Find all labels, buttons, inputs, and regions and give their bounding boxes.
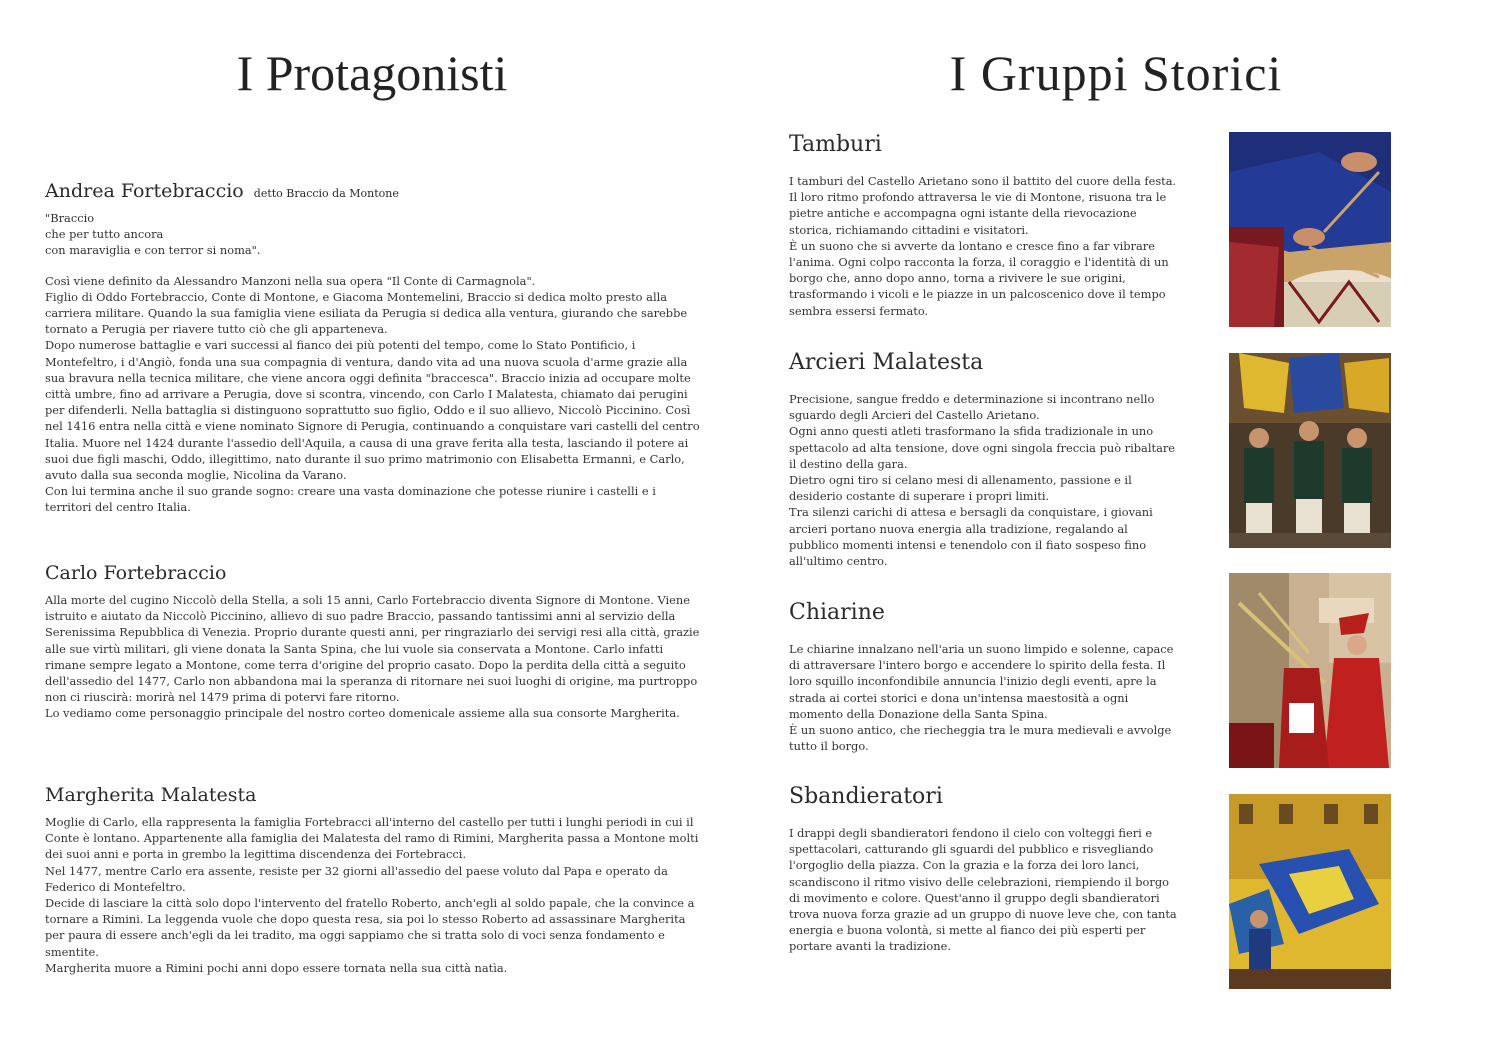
paragraph: Con lui termina anche il suo grande sogno: creare una vasta dominazione che potesse riunire i castelli e i territori del centro Italia.	[45, 484, 656, 515]
section-body	[45, 814, 705, 976]
group-body	[789, 825, 1179, 955]
group-body	[789, 641, 1179, 754]
flag-wavers-photo	[1229, 794, 1391, 989]
paragraph: Così viene definito da Alessandro Manzoni nella sua opera "Il Conte di Carmagnola".	[45, 273, 536, 288]
page-title-protagonisti: I Protagonisti	[236, 45, 508, 101]
page-title-gruppi-storici: I Gruppi Storici	[949, 45, 1283, 101]
group-sbandieratori	[789, 784, 1179, 955]
paragraph: Dopo numerose battaglie e vari successi al fianco dei più potenti del tempo, come lo Stato Pontificio, i Montefeltro, i d'Angiò, fonda una sua compagnia di ventura, dando vita ad una nuova scuola d'arme grazie alla sua bravura nella tecnica militare, che viene ancora oggi definita "braccesca". Braccio inizia ad occupare molte città umbre, fino ad arrivare a Perugia, dove si scontra, vincendo, con Carlo I Malatesta, chiamato dai perugini per difenderli. Nella battaglia si distinguono soprattutto suo figlio, Oddo e il suo allievo, Niccolò Piccinino. Così nel 1416 entra nella città e viene nominato Signore di Perugia, continuando a conquistare vari castelli del centro Italia. Muore nel 1424 durante l'assedio dell'Aquila, a causa di una grave ferita alla testa, lasciando il potere ai suoi due figli maschi, Oddo, illegittimo, nato durante il suo primo matrimonio con Elisabetta Ermanni, e Carlo, avuto dalla sua seconda moglie, Nicolina da Varano.	[45, 338, 700, 483]
paragraph: Margherita muore a Rimini pochi anni dopo essere tornata nella sua città natìa.	[45, 960, 508, 975]
section-margherita-malatesta	[45, 784, 705, 976]
group-arcieri-malatesta	[789, 350, 1179, 569]
group-name: Chiarine	[789, 600, 885, 625]
paragraph: Le chiarine innalzano nell'aria un suono limpido e solenne, capace di attraversare l'intero borgo e accendere lo spirito della festa. Il loro squillo inconfondibile annuncia l'inizio degli eventi, apre la strada ai cortei storici e dona un'intensa maestosità a ogni momento della Donazione della Santa Spina.	[789, 642, 1174, 721]
section-andrea-fortebraccio	[45, 180, 705, 516]
paragraph: È un suono che si avverte da lontano e cresce fino a far vibrare l'anima. Ogni colpo racconta la forza, il coraggio e l'identità di un borgo che, anno dopo anno, torna a rivivere le sue origini, trasformando i vicoli e le piazze in un palcoscenico dove il tempo sembra essersi fermato.	[789, 238, 1169, 318]
group-name: Arcieri Malatesta	[789, 350, 984, 375]
section-body	[45, 592, 705, 722]
group-name: Sbandieratori	[789, 784, 943, 809]
paragraph: Figlio di Oddo Fortebraccio, Conte di Montone, e Giacoma Montemelini, Braccio si dedica molto presto alla carriera militare. Quando la sua famiglia viene esiliata da Perugia si dedica alla ventura, giurando che sarebbe tornato a Perugia per riavere tutto ciò che gli apparteneva.	[45, 289, 688, 337]
group-body	[789, 173, 1179, 319]
trumpeters-photo	[1229, 573, 1391, 768]
paragraph: I tamburi del Castello Arietano sono il battito del cuore della festa. Il loro ritmo profondo attraversa le vie di Montone, risuona tra le pietre antiche e accompagna ogni istante della rievocazione storica, richiamando cittadini e visitatori.	[789, 174, 1177, 237]
section-name: Carlo Fortebraccio	[45, 562, 227, 584]
group-name: Tamburi	[789, 132, 882, 157]
drummer-photo	[1229, 132, 1391, 327]
group-chiarine	[789, 600, 1179, 754]
paragraph: Dietro ogni tiro si celano mesi di allenamento, passione e il desiderio costante di superare i propri limiti.	[789, 473, 1132, 504]
right-page	[744, 0, 1488, 1052]
paragraph: È un suono antico, che riecheggia tra le mura medievali e avvolge tutto il borgo.	[789, 723, 1172, 754]
quote-line: con maraviglia e con terror si noma".	[45, 243, 261, 258]
archers-photo	[1229, 353, 1391, 548]
quote-line: che per tutto ancora	[45, 227, 164, 242]
group-body	[789, 391, 1179, 569]
section-name: Margherita Malatesta	[45, 784, 257, 806]
section-subtitle: detto Braccio da Montone	[253, 187, 399, 200]
paragraph: Decide di lasciare la città solo dopo l'intervento del fratello Roberto, anch'egli al soldo papale, che la convince a tornare a Rimini. La leggenda vuole che dopo questa resa, sia poi lo stesso Roberto ad assassinare Margherita per paura di essere anch'egli da lei tradito, ma oggi sappiamo che si tratta solo di voci senza fondamento e smentite.	[45, 896, 695, 959]
section-body	[45, 273, 705, 516]
manzoni-quote	[45, 210, 705, 259]
paragraph: I drappi degli sbandieratori fendono il cielo con volteggi fieri e spettacolari, catturando gli sguardi del pubblico e risvegliando l'orgoglio della piazza. Con la grazia e la forza dei loro lanci, scandiscono il ritmo visivo delle celebrazioni, riempiendo il borgo di movimento e colore. Quest'anno il gruppo degli sbandieratori trova nuova forza grazie ad un gruppo di nuove leve che, con tanta energia e buona volontà, si mette al fianco dei più esperti per portare avanti la tradizione.	[789, 826, 1177, 954]
paragraph: Lo vediamo come personaggio principale del nostro corteo domenicale assieme alla sua consorte Margherita.	[45, 706, 680, 721]
section-carlo-fortebraccio	[45, 562, 705, 722]
section-heading	[45, 180, 705, 202]
group-tamburi	[789, 132, 1179, 319]
paragraph: Precisione, sangue freddo e determinazione si incontrano nello sguardo degli Arcieri del Castello Arietano.	[789, 392, 1155, 423]
paragraph: Ogni anno questi atleti trasformano la sfida tradizionale in uno spettacolo ad alta tensione, dove ogni singola freccia può ribaltare il destino della gara.	[789, 424, 1176, 471]
paragraph: Moglie di Carlo, ella rappresenta la famiglia Fortebracci all'interno del castello per tutti i lunghi periodi in cui il Conte è lontano. Appartenente alla famiglia dei Malatesta del ramo di Rimini, Margherita passa a Montone molti dei suoi anni e porta in grembo la legittima discendenza dei Fortebracci.	[45, 815, 699, 862]
paragraph: Nel 1477, mentre Carlo era assente, resiste per 32 giorni all'assedio del paese voluto dal Papa e operato da Federico di Montefeltro.	[45, 863, 668, 894]
quote-line: "Braccio	[45, 211, 95, 225]
paragraph: Alla morte del cugino Niccolò della Stella, a soli 15 anni, Carlo Fortebraccio diventa Signore di Montone. Viene istruito e aiutato da Niccolò Piccinino, allievo di suo padre Braccio, passando tantissimi anni al servizio della Serenissima Repubblica di Venezia. Proprio durante questi anni, per ringraziarlo dei servigi resi alla città, grazie alle sue virtù militari, gli viene donata la Santa Spina, che lui vuole sia conservata a Montone. Carlo infatti rimane sempre legato a Montone, come terra d'origine del proprio casato. Dopo la perdita della città a seguito dell'assedio del 1477, Carlo non abbandona mai la speranza di ritornare nei suoi luoghi di origine, ma purtroppo non ci riuscirà: morirà nel 1479 prima di potervi fare ritorno.	[45, 593, 700, 705]
section-name: Andrea Fortebraccio	[45, 180, 244, 202]
paragraph: Tra silenzi carichi di attesa e bersagli da conquistare, i giovani arcieri portano nuova energia alla tradizione, regalando al pubblico momenti intensi e tenendolo con il fiato sospeso fino all'ultimo centro.	[789, 505, 1153, 569]
